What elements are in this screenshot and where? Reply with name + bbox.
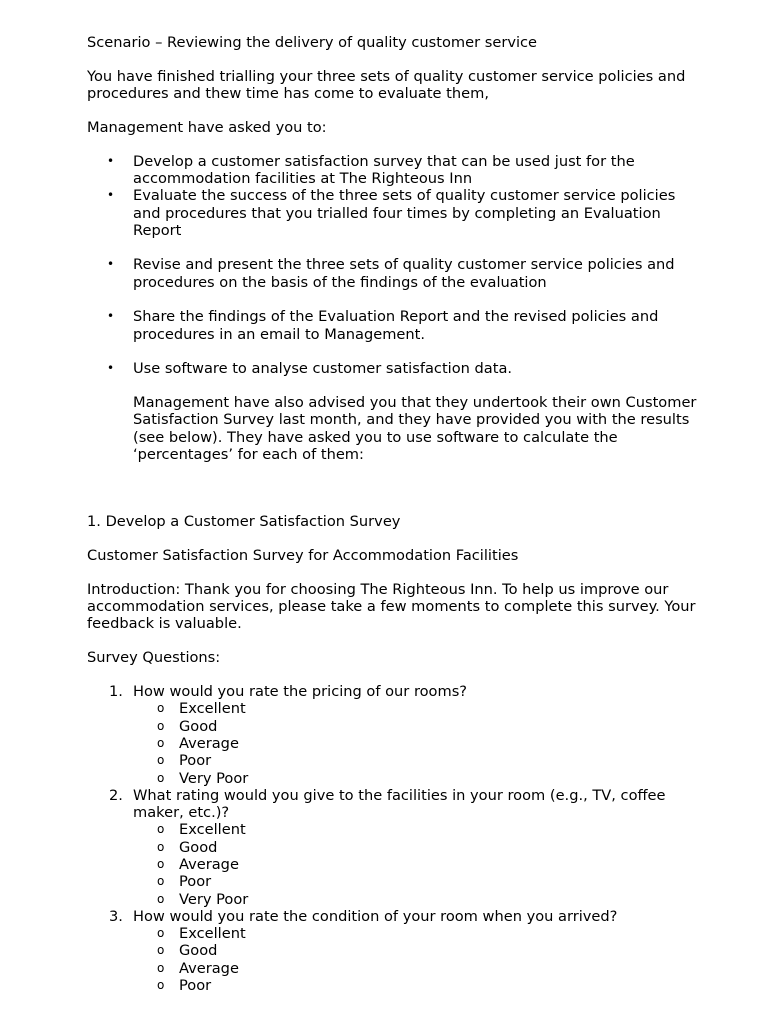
answer-option xyxy=(133,891,697,908)
bullet-marker: • xyxy=(107,257,115,272)
survey-question-list xyxy=(87,683,697,994)
answer-option xyxy=(133,960,697,977)
document-body xyxy=(87,34,697,994)
option-marker: o xyxy=(157,891,165,906)
answer-option-label: Good xyxy=(179,838,218,856)
task-bullet-text: Use software to analyse customer satisfaction data. xyxy=(133,360,513,378)
answer-option-label: Poor xyxy=(179,873,212,891)
management-asked-line: Management have asked you to: xyxy=(87,118,327,136)
answer-option-label: Very Poor xyxy=(179,769,249,787)
bullet-marker: • xyxy=(107,309,115,324)
answer-option xyxy=(133,735,697,752)
answer-option-label: Good xyxy=(179,942,218,960)
task-bullet-item xyxy=(87,256,697,291)
option-marker: o xyxy=(157,718,165,733)
option-marker: o xyxy=(157,978,165,993)
answer-option-list xyxy=(133,821,697,907)
answer-option xyxy=(133,839,697,856)
answer-option xyxy=(133,856,697,873)
scenario-title: Scenario – Reviewing the delivery of quality customer service xyxy=(87,34,538,51)
option-marker: o xyxy=(157,943,165,958)
task-bullet-text: Share the findings of the Evaluation Report and the revised policies and procedures in an email to Management. xyxy=(133,308,659,343)
option-marker: o xyxy=(157,770,165,785)
option-marker: o xyxy=(157,960,165,975)
section-heading: 1. Develop a Customer Satisfaction Survey xyxy=(87,513,401,531)
option-marker: o xyxy=(157,856,165,871)
survey-intro: Introduction: Thank you for choosing The Righteous Inn. To help us improve our accommodation services, please take a few moments to complete this survey. Your feedback is valuable. xyxy=(87,580,696,633)
task-bullet-list xyxy=(87,153,697,378)
question-text: How would you rate the pricing of our rooms? xyxy=(133,683,468,701)
survey-question xyxy=(87,683,697,787)
answer-option-label: Average xyxy=(179,734,239,752)
option-marker: o xyxy=(157,874,165,889)
answer-option xyxy=(133,700,697,717)
answer-option-label: Average xyxy=(179,855,239,873)
answer-option-list xyxy=(133,700,697,786)
answer-option xyxy=(133,942,697,959)
answer-option xyxy=(133,752,697,769)
answer-option xyxy=(133,977,697,994)
answer-option-label: Excellent xyxy=(179,700,246,718)
option-marker: o xyxy=(157,926,165,941)
task-bullet-text: Revise and present the three sets of quality customer service policies and procedures on the basis of the findings of the evaluation xyxy=(133,256,675,291)
question-number: 3. xyxy=(109,907,123,925)
option-marker: o xyxy=(157,839,165,854)
task-bullet-text: Evaluate the success of the three sets of quality customer service policies and procedures that you trialled four times by completing an Evaluation Report xyxy=(133,187,676,239)
answer-option-label: Good xyxy=(179,717,218,735)
bullet-marker: • xyxy=(107,153,115,168)
task-bullet-item xyxy=(87,360,697,377)
answer-option-label: Average xyxy=(179,959,239,977)
survey-question xyxy=(87,787,697,908)
option-marker: o xyxy=(157,822,165,837)
survey-questions-label: Survey Questions: xyxy=(87,649,221,667)
task-bullet-text: Develop a customer satisfaction survey that can be used just for the accommodation facilities at The Righteous Inn xyxy=(133,152,635,187)
survey-question xyxy=(87,908,697,994)
option-marker: o xyxy=(157,735,165,750)
answer-option-label: Excellent xyxy=(179,821,246,839)
answer-option xyxy=(133,718,697,735)
bullet-marker: • xyxy=(107,188,115,203)
answer-option xyxy=(133,925,697,942)
option-marker: o xyxy=(157,753,165,768)
question-text: How would you rate the condition of your room when you arrived? xyxy=(133,907,618,925)
answer-option xyxy=(133,873,697,890)
answer-option xyxy=(133,821,697,838)
question-text: What rating would you give to the facilities in your room (e.g., TV, coffee maker, etc.)? xyxy=(133,786,666,822)
answer-option-label: Poor xyxy=(179,977,212,995)
answer-option-list xyxy=(133,925,697,994)
option-marker: o xyxy=(157,701,165,716)
answer-option-label: Poor xyxy=(179,752,212,770)
answer-option xyxy=(133,770,697,787)
intro-paragraph: You have finished trialling your three sets of quality customer service policies and procedures and thew time has come to evaluate them, xyxy=(87,67,686,103)
survey-title: Customer Satisfaction Survey for Accommodation Facilities xyxy=(87,547,519,565)
task-bullet-item xyxy=(87,153,697,188)
management-note: Management have also advised you that they undertook their own Customer Satisfaction Survey last month, and they have provided you with the results (see below). They have asked you to use software to calculate the ‘percentages’ for each of them: xyxy=(133,394,697,463)
task-bullet-item xyxy=(87,187,697,239)
answer-option-label: Very Poor xyxy=(179,890,249,908)
question-number: 1. xyxy=(109,683,123,701)
bullet-marker: • xyxy=(107,361,115,376)
question-number: 2. xyxy=(109,786,123,804)
answer-option-label: Excellent xyxy=(179,925,246,943)
task-bullet-item xyxy=(87,308,697,343)
